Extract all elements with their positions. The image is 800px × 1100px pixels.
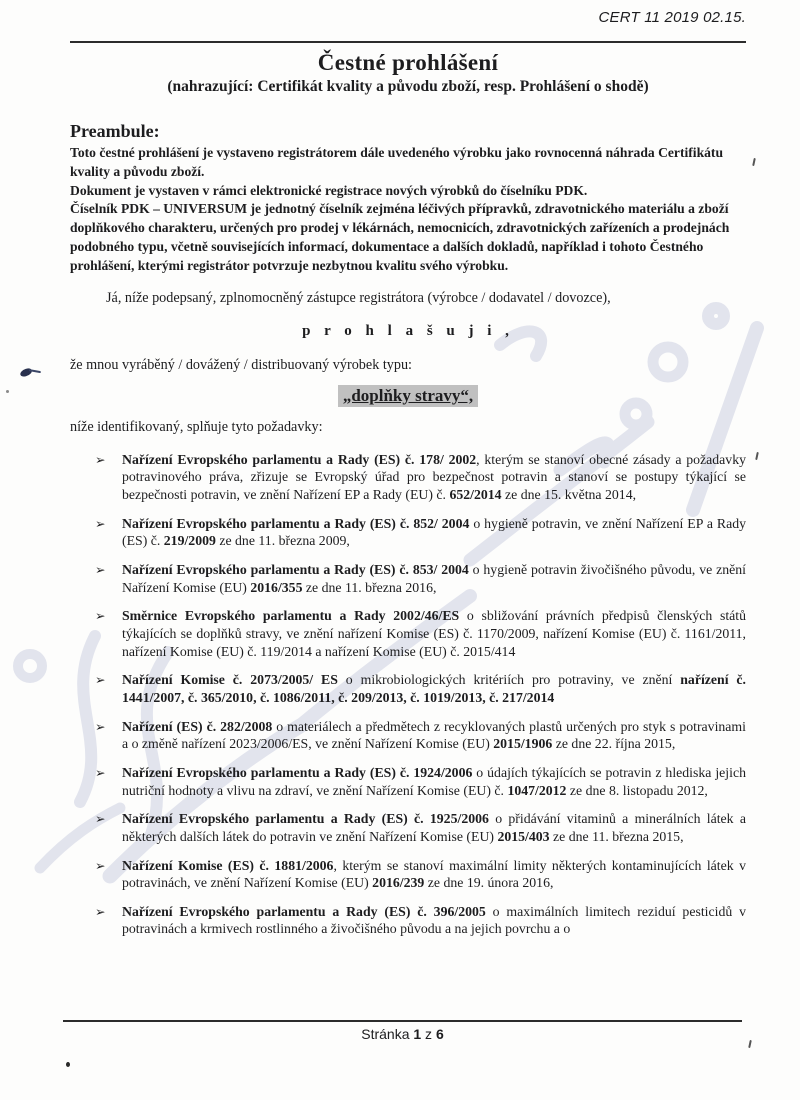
page-footer (63, 1020, 742, 1042)
requirement-item (70, 718, 746, 753)
requirement-item (70, 903, 746, 938)
requirement-item (70, 607, 746, 660)
header-rule (70, 41, 746, 43)
requirement-text: Nařízení Komise (ES) č. 1881/2006, kterým se stanoví maximální limity některých kontaminujících látek v potravinách, ve znění Nařízení Komise (EU) 2016/239 ze dne 19. února 2016, (122, 857, 746, 891)
scan-tick-artifact (748, 1040, 752, 1048)
bullet-arrow-icon: ➢ (95, 515, 106, 531)
requirement-item (70, 515, 746, 550)
requirement-item (70, 810, 746, 845)
doc-reference: CERT 11 2019 02.15. (598, 9, 746, 26)
preamble-heading: Preambule: (70, 121, 160, 141)
product-type-highlight: „doplňky stravy“, (338, 385, 478, 407)
requirement-text: Nařízení Evropského parlamentu a Rady (ES) č. 853/ 2004 o hygieně potravin živočišného původu, ve znění Nařízení Komise (EU) 2016/355 ze dne 11. března 2016, (122, 561, 746, 595)
requirement-item (70, 671, 746, 706)
preamble-paragraph: Dokument je vystaven v rámci elektronické registrace nových výrobků do číselníku PDK. (70, 182, 588, 198)
requirement-text: Nařízení Komise č. 2073/2005/ ES o mikrobiologických kritériích pro potraviny, ve znění nařízení č. 1441/2007, č. 365/2010, č. 1086/2011, č. 209/2013, č. 1019/2013, č. 217/2014 (122, 672, 746, 705)
document-body (0, 9, 800, 938)
declaration-keyword: p r o h l a š u j i , (302, 322, 514, 339)
bullet-arrow-icon: ➢ (95, 811, 106, 827)
requirement-text: Nařízení Evropského parlamentu a Rady (ES) č. 396/2005 o maximálních limitech reziduí pesticidů v potravinách a krmivech rostlinného a živočišného původu a na jejich povrchu a o (122, 903, 746, 937)
requirements-list (70, 451, 746, 938)
requirement-text: Nařízení Evropského parlamentu a Rady (ES) č. 1925/2006 o přidávání vitaminů a minerálních látek a některých dalších látek do potravin ve znění Nařízení Komise (EU) 2015/403 ze dne 11. března 2015, (122, 811, 746, 844)
requirements-intro: níže identifikovaný, splňuje tyto požadavky: (70, 418, 323, 435)
document-subtitle: (nahrazující: Certifikát kvality a původu zboží, resp. Prohlášení o shodě) (167, 78, 649, 95)
page-number: Stránka 1 z 6 (361, 1026, 444, 1042)
bullet-arrow-icon: ➢ (95, 903, 106, 919)
requirement-item (70, 561, 746, 596)
scan-dot-artifact (6, 390, 9, 393)
product-type-container (70, 385, 746, 407)
bullet-arrow-icon: ➢ (95, 672, 106, 688)
bullet-arrow-icon: ➢ (95, 561, 106, 577)
requirement-text: Nařízení Evropského parlamentu a Rady (ES) č. 852/ 2004 o hygieně potravin, ve znění Nařízení EP a Rady (ES) č. 219/2009 ze dne 11. března 2009, (122, 515, 746, 549)
requirement-item (70, 857, 746, 892)
declaration-intro: Já, níže podepsaný, zplnomocněný zástupce registrátora (výrobce / dodavatel / dovozce), (106, 290, 611, 307)
requirement-item (70, 451, 746, 504)
bullet-arrow-icon: ➢ (95, 718, 106, 734)
bullet-arrow-icon: ➢ (95, 608, 106, 624)
preamble-paragraph: Toto čestné prohlášení je vystaveno registrátorem dále uvedeného výrobku jako rovnocenná náhrada Certifikátu kvality a původu zboží. (70, 145, 724, 179)
requirement-text: Nařízení (ES) č. 282/2008 o materiálech a předmětech z recyklovaných plastů určených pro styk s potravinami a o změně nařízení 2023/2006/ES, ve znění Nařízení Komise (EU) 2015/1906 ze dne 22. října 2015, (122, 718, 746, 752)
bullet-arrow-icon: ➢ (95, 451, 106, 467)
requirement-text: Směrnice Evropského parlamentu a Rady 2002/46/ES o sbližování právních předpisů členských států týkajících se doplňků stravy, ve znění nařízení Komise (ES) č. 1170/2009, nařízení Komise (EU) č. 1161/2011, nařízení Komise (EU) č. 119/2014 a nařízení Komise (EU) č. 2015/414 (122, 608, 747, 659)
page-title: Čestné prohlášení (317, 50, 499, 75)
preamble-paragraph: Číselník PDK – UNIVERSUM je jednotný číselník zejména léčivých přípravků, zdravotnického materiálu a zboží doplňkového charakteru, určených pro prodej v lékárnách, nemocnicích, zdravotnických zařízeních a prodejnách podobného typu, včetně souvisejících informací, dokumentace a dalších dokladů, například i tohoto Čestného prohlášení, kterými registrátor potvrzuje nezbytnou kvalitu svého výrobku. (70, 201, 730, 273)
product-type-line: že mnou vyráběný / dovážený / distribuovaný výrobek typu: (70, 356, 412, 373)
bullet-arrow-icon: ➢ (95, 857, 106, 873)
scan-dot-artifact (66, 1062, 70, 1067)
requirement-text: Nařízení Evropského parlamentu a Rady (ES) č. 178/ 2002, kterým se stanoví obecné zásady a požadavky potravinového práva, zřizuje se Evropský úřad pro bezpečnost potravin a stanoví se postupy týkající se bezpečnosti potravin, ve znění Nařízení EP a Rady (EU) č. 652/2014 ze dne 15. května 2014, (122, 451, 746, 503)
bullet-arrow-icon: ➢ (95, 764, 106, 780)
requirement-text: Nařízení Evropského parlamentu a Rady (ES) č. 1924/2006 o údajích týkajících se potravin z hlediska jejich nutriční hodnoty a vlivu na zdraví, ve znění Nařízení Komise (EU) č. 1047/2012 ze dne 8. listopadu 2012, (122, 764, 746, 798)
requirement-item (70, 764, 746, 799)
footer-rule (63, 1020, 742, 1022)
